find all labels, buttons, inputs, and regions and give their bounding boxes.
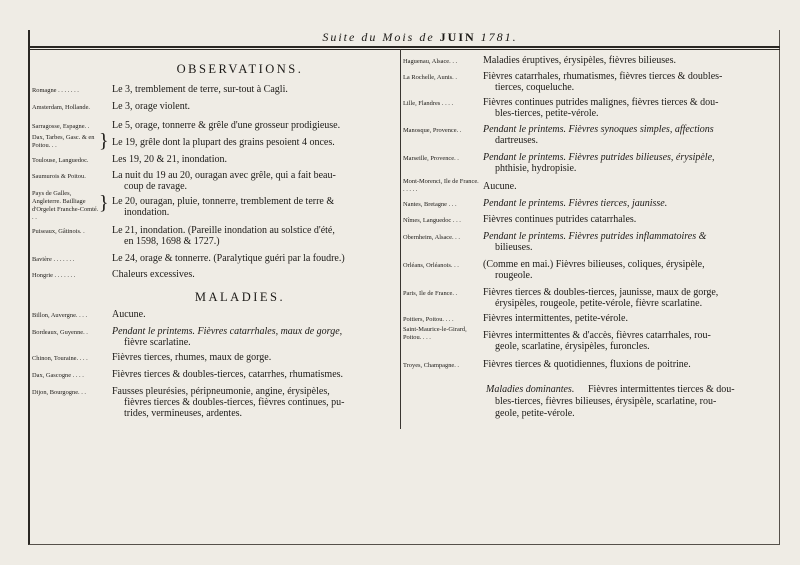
mal-text: fièvres tierces & doubles-tierces, fièvres continues, pu- [124, 397, 345, 408]
right-place: La Rochelle, Aunis. . [403, 74, 457, 81]
obs-text: Le 21, inondation. (Pareille inondation au solstice d'été, [112, 225, 335, 236]
column-divider [400, 49, 401, 429]
running-head-month: JUIN [439, 30, 476, 44]
header-rule-thin [28, 49, 780, 50]
obs-place: Puiseaux, Gâtinois. . [32, 228, 85, 235]
dominantes-text: bles-tierces, fièvres bilieuses, érysipèle, scarlatine, rou- [495, 396, 717, 407]
mal-place: Billon, Auvergne. . . . [32, 312, 88, 319]
obs-place: Bavière . . . . . . . [32, 256, 75, 263]
mal-text: Fièvres tierces, rhumes, maux de gorge. [112, 352, 272, 363]
dominantes-text: Fièvres intermittentes tierces & dou- [588, 384, 735, 395]
mal-text: Fausses pleurésies, péripneumonie, angine, érysipèles, [112, 386, 330, 397]
right-place: Lille, Flandres . . . . [403, 100, 454, 107]
right-text: bles-tierces, petite-vérole. [495, 108, 599, 119]
brace: } [99, 192, 109, 214]
observations-heading: OBSERVATIONS. [176, 62, 304, 76]
right-text: tierces, coqueluche. [495, 82, 575, 93]
right-text: Fièvres tierces & doubles-tierces, jaunisse, maux de gorge, [483, 287, 719, 298]
obs-text: inondation. [124, 207, 170, 218]
running-head [160, 30, 680, 45]
right-text: (Comme en mai.) Fièvres bilieuses, coliques, érysipèle, [483, 259, 705, 270]
right-text: Maladies éruptives, érysipèles, fièvres bilieuses. [483, 55, 676, 66]
right-place: Paris, Ile de France. . [403, 290, 458, 297]
right-place: Nîmes, Languedoc . . . [403, 217, 461, 224]
brace: } [99, 130, 109, 152]
right-text: Fièvres intermittentes, petite-vérole. [483, 313, 628, 324]
right-text: Pendant le printems. Fièvres synoques simples, affections [483, 124, 714, 135]
obs-text: en 1598, 1698 & 1727.) [124, 236, 220, 247]
right-text: Aucune. [483, 181, 517, 192]
obs-text: coup de ravage. [124, 181, 188, 192]
right-text: Fièvres catarrhales, rhumatismes, fièvres tierces & doubles- [483, 71, 723, 82]
obs-text: Le 19, grêle dont la plupart des grains pesoient 4 onces. [112, 137, 335, 148]
right-text: Pendant le printems. Fièvres putrides inflammatoires & [483, 231, 707, 242]
obs-text: Le 3, orage violent. [112, 101, 191, 112]
right-place: Troyes, Champagne. . [403, 362, 460, 369]
mal-text: Pendant le printems. Fièvres catarrhales, maux de gorge, [112, 326, 343, 337]
obs-place: Amsterdam, Hollande. [32, 104, 91, 111]
right-text: Fièvres intermittentes & d'accès, fièvres catarrhales, rou- [483, 330, 711, 341]
obs-place: Sarragosse, Espagne. . [32, 123, 90, 130]
obs-text: Le 24, orage & tonnerre. (Paralytique guéri par la foudre.) [112, 253, 345, 264]
right-place: Obernheim, Alsace. . . [403, 234, 460, 241]
mal-text: Fièvres tierces & doubles-tierces, catarrhes, rhumatismes. [112, 369, 344, 380]
right-place: Orléans, Orléanois. . . [403, 262, 459, 269]
right-text: bilieuses. [495, 242, 533, 253]
obs-text: Le 3, tremblement de terre, sur-tout à Cagli. [112, 84, 288, 95]
right-text: Fièvres continues putrides malignes, fièvres tierces & dou- [483, 97, 719, 108]
running-head-year: 1781. [480, 30, 518, 44]
mal-place: Bordeaux, Guyenne. . [32, 329, 88, 336]
right-place: Mont-Morenci, Ile de France. . . . . . [403, 178, 479, 193]
obs-text: Les 19, 20 & 21, inondation. [112, 154, 227, 165]
obs-place: Romagne . . . . . . . [32, 87, 79, 94]
mal-text: fièvre scarlatine. [124, 337, 191, 348]
mal-place: Dijon, Bourgogne. . . [32, 389, 87, 396]
obs-place: Toulouse, Languedoc. [32, 157, 89, 164]
maladies-heading: MALADIES. [194, 290, 286, 304]
obs-text: Chaleurs excessives. [112, 269, 195, 280]
obs-text: Le 20, ouragan, pluie, tonnerre, tremblement de terre & [112, 196, 335, 207]
right-text: Pendant le printems. Fièvres putrides bilieuses, érysipèle, [483, 152, 715, 163]
right-text: phthisie, hydropisie. [495, 163, 577, 174]
dominantes-label: Maladies dominantes. [486, 384, 575, 395]
right-place: Saint-Maurice-le-Girard, Poitou. . . . [403, 326, 467, 341]
obs-place: Pays de Galles, Angleterre. Bailliage d'Orgelet Franche-Comté. . . [32, 190, 99, 221]
right-place: Poitiers, Poitou. . . . [403, 316, 454, 323]
mal-text: Aucune. [112, 309, 146, 320]
right-text: rougeole. [495, 270, 533, 281]
dominantes-text: geole, petite-vérole. [495, 408, 575, 419]
right-place: Nantes, Bretagne . . . [403, 201, 457, 208]
right-text: geole, scarlatine, érysipèles, furoncles. [495, 341, 650, 352]
right-text: Fièvres tierces & quotidiennes, fluxions de poitrine. [483, 359, 691, 370]
right-text: Pendant le printems. Fièvres tierces, jaunisse. [483, 198, 668, 209]
right-text: érysipèles, rougeole, petite-vérole, fièvre scarlatine. [495, 298, 703, 309]
obs-place: Hongrie . . . . . . . [32, 272, 76, 279]
mal-place: Chinon, Touraine. . . . [32, 355, 88, 362]
obs-text: Le 5, orage, tonnerre & grêle d'une grosseur prodigieuse. [112, 120, 341, 131]
mal-text: trides, vermineuses, ardentes. [124, 408, 243, 419]
right-text: Fièvres continues putrides catarrhales. [483, 214, 637, 225]
mal-place: Dax, Gascogne . . . . [32, 372, 84, 379]
right-text: dartreuses. [495, 135, 539, 146]
obs-place: Saumurois & Poitou. [32, 173, 86, 180]
obs-place: Dax, Tarbes, Gasc. & en Poitou. . . [32, 134, 95, 149]
running-head-prefix: Suite du Mois de [322, 30, 435, 44]
header-rule [28, 46, 780, 48]
obs-text: La nuit du 19 au 20, ouragan avec grêle, qui a fait beau- [112, 170, 336, 181]
right-place: Haguenau, Alsace. . . [403, 58, 458, 65]
right-place: Manosque, Provence. . [403, 127, 462, 134]
right-place: Marseille, Provence. . [403, 155, 459, 162]
